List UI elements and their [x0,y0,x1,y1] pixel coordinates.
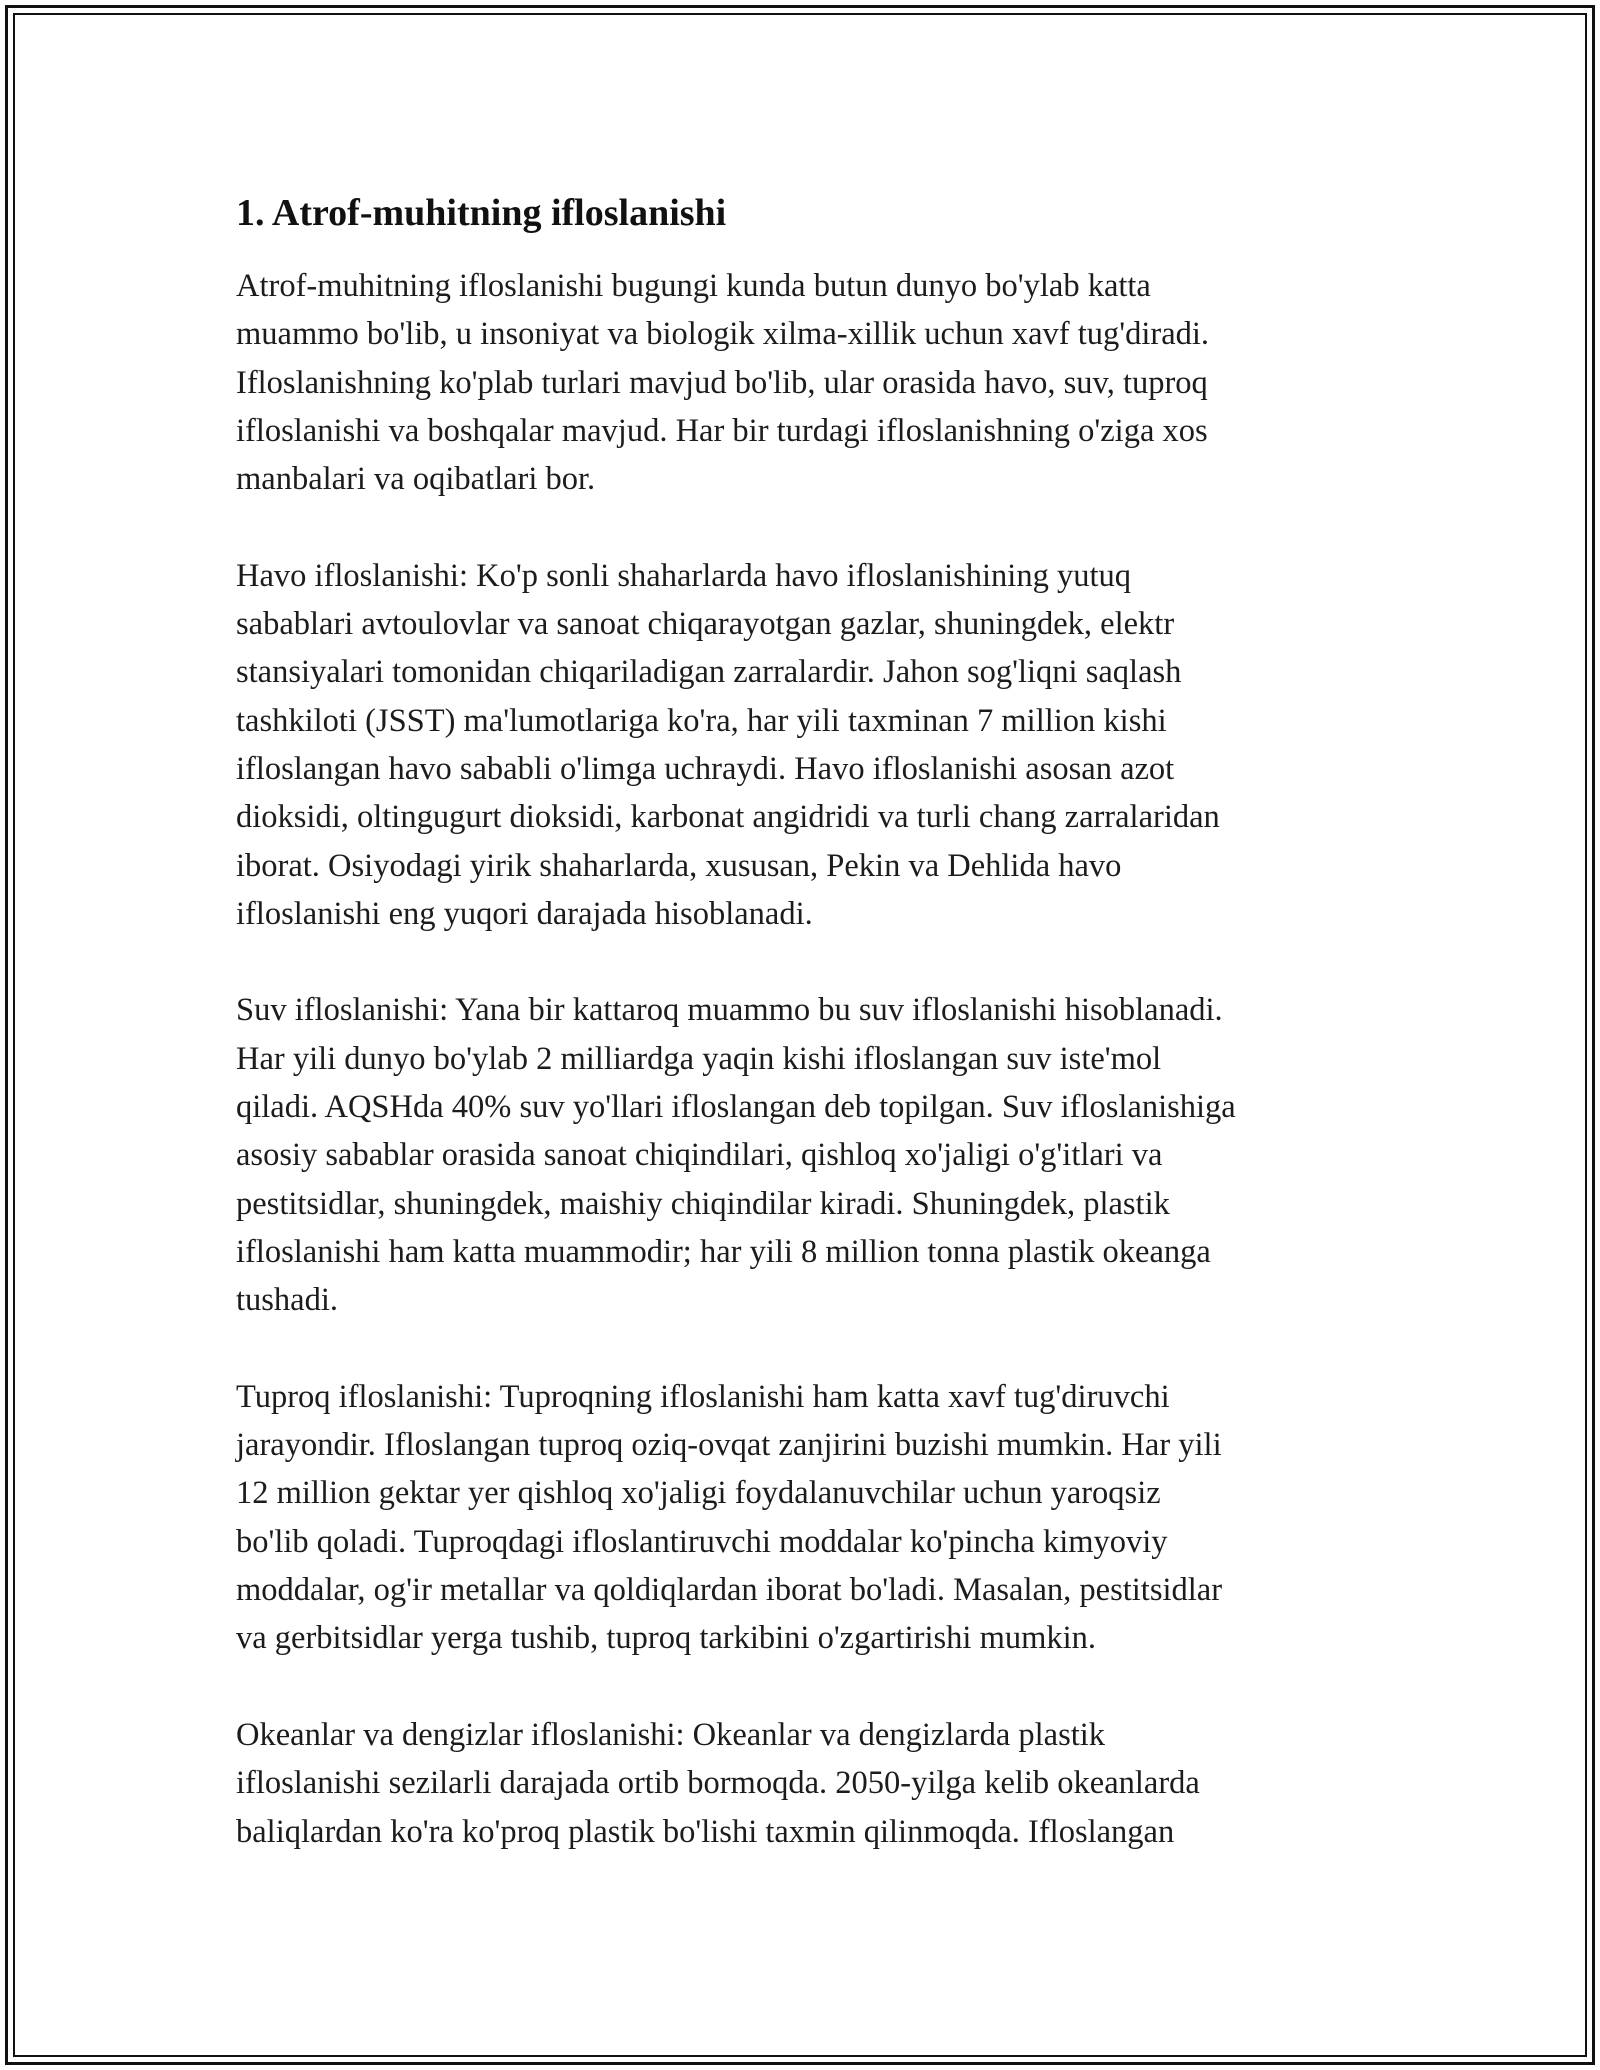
text-line: ifloslanishi va boshqalar mavjud. Har bir turdagi ifloslanishning o'ziga xos [236,412,1208,449]
text-line: baliqlardan ko'ra ko'proq plastik bo'lishi taxmin qilinmoqda. Ifloslangan [236,1813,1175,1850]
text-line: tashkiloti (JSST) ma'lumotlariga ko'ra, har yili taxminan 7 million kishi [236,702,1167,739]
paragraph-intro [236,262,1376,503]
paragraph-ocean-pollution [236,1711,1376,1856]
text-line: iborat. Osiyodagi yirik shaharlarda, xususan, Pekin va Dehlida havo [236,847,1122,884]
text-line: Okeanlar va dengizlar ifloslanishi: Okeanlar va dengizlarda plastik [236,1716,1106,1753]
text-line: Suv ifloslanishi: Yana bir kattaroq muammo bu suv ifloslanishi hisoblanadi. [236,992,1223,1029]
text-line: va gerbitsidlar yerga tushib, tuproq tarkibini o'zgartirishi mumkin. [236,1620,1097,1657]
text-line: qiladi. AQSHda 40% suv yo'llari ifloslangan deb topilgan. Suv ifloslanishiga [236,1089,1236,1126]
text-line: Havo ifloslanishi: Ko'p sonli shaharlarda havo ifloslanishining yutuq [236,557,1131,594]
paragraph-soil-pollution [236,1373,1376,1663]
text-line: tushadi. [236,1282,339,1319]
text-line: ifloslanishi eng yuqori darajada hisoblanadi. [236,895,813,932]
text-line: Ifloslanishning ko'plab turlari mavjud bo'lib, ular orasida havo, suv, tuproq [236,364,1208,401]
text-line: Atrof-muhitning ifloslanishi bugungi kunda butun dunyo bo'ylab katta [236,268,1151,304]
text-line: manbalari va oqibatlari bor. [236,461,596,498]
paragraph-air-pollution [236,552,1376,938]
text-line: ifloslanishi sezilarli darajada ortib bormoqda. 2050-yilga kelib okeanlarda [236,1765,1200,1802]
text-line: moddalar, og'ir metallar va qoldiqlardan iborat bo'ladi. Masalan, pestitsidlar [236,1572,1223,1609]
text-line: 12 million gektar yer qishloq xo'jaligi foydalanuvchilar uchun yaroqsiz [236,1475,1161,1512]
text-line: ifloslangan havo sababli o'limga uchraydi. Havo ifloslanishi asosan azot [236,750,1175,787]
text-line: asosiy sabablar orasida sanoat chiqindilari, qishloq xo'jaligi o'g'itlari va [236,1137,1163,1174]
document-body [236,186,1376,1904]
text-line: sabablari avtoulovlar va sanoat chiqarayotgan gazlar, shuningdek, elektr [236,606,1175,643]
text-line: stansiyalari tomonidan chiqariladigan zarralardir. Jahon sog'liqni saqlash [236,654,1182,691]
text-line: muammo bo'lib, u insoniyat va biologik xilma-xillik uchun xavf tug'diradi. [236,316,1210,353]
text-line: ifloslanishi ham katta muammodir; har yili 8 million tonna plastik okeanga [236,1233,1211,1270]
text-line: pestitsidlar, shuningdek, maishiy chiqindilar kiradi. Shuningdek, plastik [236,1185,1170,1222]
section-heading: 1. Atrof-muhitning ifloslanishi [236,192,727,234]
paragraph-water-pollution [236,986,1376,1324]
text-line: jarayondir. Ifloslangan tuproq oziq-ovqat zanjirini buzishi mumkin. Har yili [236,1427,1222,1464]
text-line: Har yili dunyo bo'ylab 2 milliardga yaqin kishi ifloslangan suv iste'mol [236,1040,1162,1077]
text-line: Tuproq ifloslanishi: Tuproqning ifloslanishi ham katta xavf tug'diruvchi [236,1378,1170,1415]
text-line: bo'lib qoladi. Tuproqdagi ifloslantiruvchi moddalar ko'pincha kimyoviy [236,1523,1168,1560]
text-line: dioksidi, oltingugurt dioksidi, karbonat angidridi va turli chang zarralaridan [236,799,1220,836]
